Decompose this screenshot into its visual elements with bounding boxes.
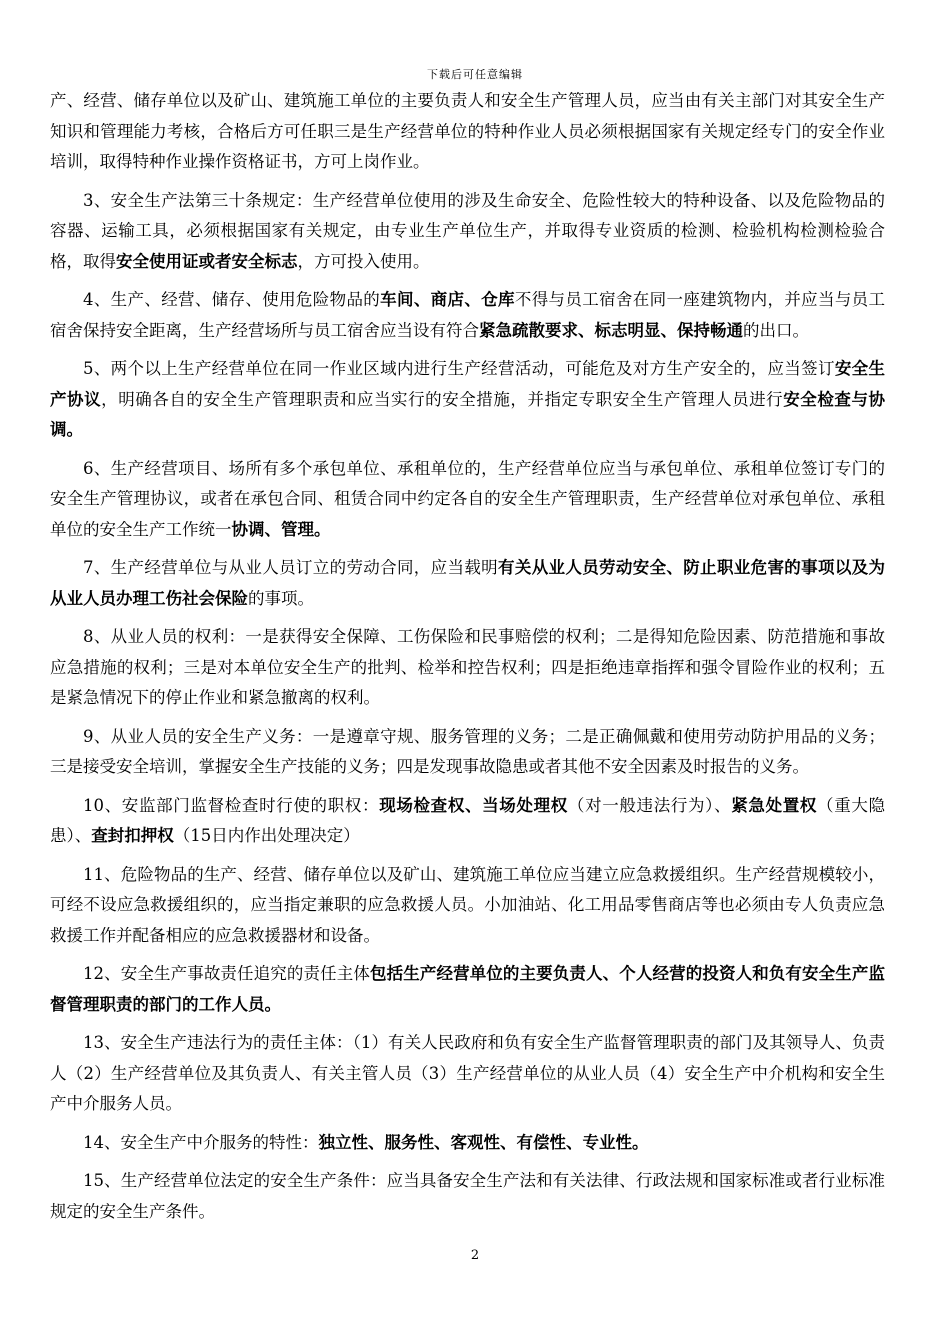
paragraph-6 [50,622,885,714]
paragraph-5 [50,553,885,614]
text-run: 15、生产经营单位法定的安全生产条件：应当具备安全生产法和有关法律、行政法规和国家标准或者行业标准规定的安全生产条件。 [50,1171,885,1221]
paragraph-8 [50,791,885,852]
bold-text: 安全生产协议 [50,359,886,409]
text-run: 12、安全生产事故责任追究的责任主体 [83,964,370,983]
page-header: 下载后可任意编辑 [427,68,523,81]
paragraph-1 [50,186,885,278]
text-run: 产、经营、储存单位以及矿山、建筑施工单位的主要负责人和安全生产管理人员，应当由有关主部门对其安全生产知识和管理能力考核，合格后方可任职三是生产经营单位的特种作业人员必须根据国家有关规定经专门的安全作业培训，取得特种作业操作资格证书，方可上岗作业。 [50,91,885,171]
text-run: ，方可投入使用。 [297,251,430,271]
text-run: （对一般违法行为）、 [567,795,732,815]
paragraph-4 [50,454,885,546]
text-run: 6、生产经营项目、场所有多个承包单位、承租单位的，生产经营单位应当与承包单位、承租单位签订专门的安全生产管理协议，或者在承包合同、租赁合同中约定各自的安全生产管理职责，生产经营单位对承包单位、承租单位的安全生产工作统一 [50,458,885,539]
bold-text: 独立性、服务性、客观性、有偿性、专业性。 [318,1132,649,1152]
text-run: 8、从业人员的权利：一是获得安全保障、工伤保险和民事赔偿的权利；二是得知危险因素、防范措施和事故应急措施的权利；三是对本单位安全生产的批判、检举和控告权利；四是拒绝违章指挥和强令冒险作业的权利；五是紧急情况下的停止作业和紧急撤离的权利。 [50,627,885,707]
text-run: ，明确各自的安全生产管理职责和应当实行的安全措施，并指定专职安全生产管理人员进行 [101,389,784,409]
paragraph-3 [50,354,885,446]
bold-text: 紧急疏散要求、标志明显、保持畅通 [479,320,743,340]
bold-text: 车间、商店、仓库 [380,290,515,309]
bold-text: 安全检查与协调。 [50,389,886,439]
paragraph-12 [50,1128,885,1159]
bold-text: 现场检查权、当场处理权 [379,795,568,815]
text-run: 3、安全生产法第三十条规定：生产经营单位使用的涉及生命安全、危险性较大的特种设备、以及危险物品的容器、运输工具，必须根据国家有关规定，由专业生产单位生产，并取得专业资质的检测、检验机构检测检验合格，取得 [50,190,885,271]
text-run: 的事项。 [248,588,314,608]
text-run: 不得与员工宿舍在同一座建筑物内，并应当与员工宿舍保持安全距离，生产经营场所与员工宿舍应当设有符合 [50,290,886,340]
bold-text: 查封扣押权 [91,826,174,845]
text-run: 11、危险物品的生产、经营、储存单位以及矿山、建筑施工单位应当建立应急救援组织。生产经营规模较小，可经不设应急救援组织的，应当指定兼职的应急救援人员。小加油站、化工用品零售商店等也必须由专人负责应急救援工作并配备相应的应急救援器材和设备。 [50,864,885,945]
document-body [50,86,885,1235]
paragraph-2 [50,285,885,346]
text-run: 7、生产经营单位与从业人员订立的劳动合同，应当载明 [83,558,499,577]
text-run: 14、安全生产中介服务的特性： [83,1132,319,1152]
text-run: （15日内作出处理决定） [173,826,360,845]
text-run: 4、生产、经营、储存、使用危险物品的 [83,290,381,309]
paragraph-13 [50,1166,885,1227]
paragraph-10 [50,959,885,1020]
text-run: 5、两个以上生产经营单位在同一作业区域内进行生产经营活动，可能危及对方生产安全的，应当签订 [83,359,835,378]
text-run: （重大隐患）、 [50,795,886,845]
text-run: 9、从业人员的安全生产义务：一是遵章守规、服务管理的义务；二是正确佩戴和使用劳动防护用品的义务；三是接受安全培训，掌握安全生产技能的义务；四是发现事故隐患或者其他不安全因素及时报告的义务。 [50,726,885,776]
text-run: 的出口。 [743,320,809,340]
paragraph-11 [50,1028,885,1120]
paragraph-7 [50,722,885,783]
bold-text: 协调、管理。 [231,519,331,539]
page-number: 2 [470,1248,480,1263]
bold-text: 紧急处置权 [731,795,818,815]
text-run: 10、安监部门监督检查时行使的职权： [83,795,380,815]
bold-text: 有关从业人员劳动安全、防止职业危害的事项以及为从业人员办理工伤社会保险 [50,558,886,608]
text-run: 13、安全生产违法行为的责任主体：（1）有关人民政府和负有安全生产监督管理职责的部门及其领导人、负责人（2）生产经营单位及其负责人、有关主管人员（3）生产经营单位的从业人员（4）安全生产中介机构和安全生产中介服务人员。 [50,1033,885,1113]
paragraph-9 [50,860,885,952]
bold-text: 包括生产经营单位的主要负责人、个人经营的投资人和负有安全生产监督管理职责的部门的工作人员。 [50,964,886,1014]
bold-text: 安全使用证或者安全标志 [116,251,298,271]
paragraph-0 [50,86,885,178]
